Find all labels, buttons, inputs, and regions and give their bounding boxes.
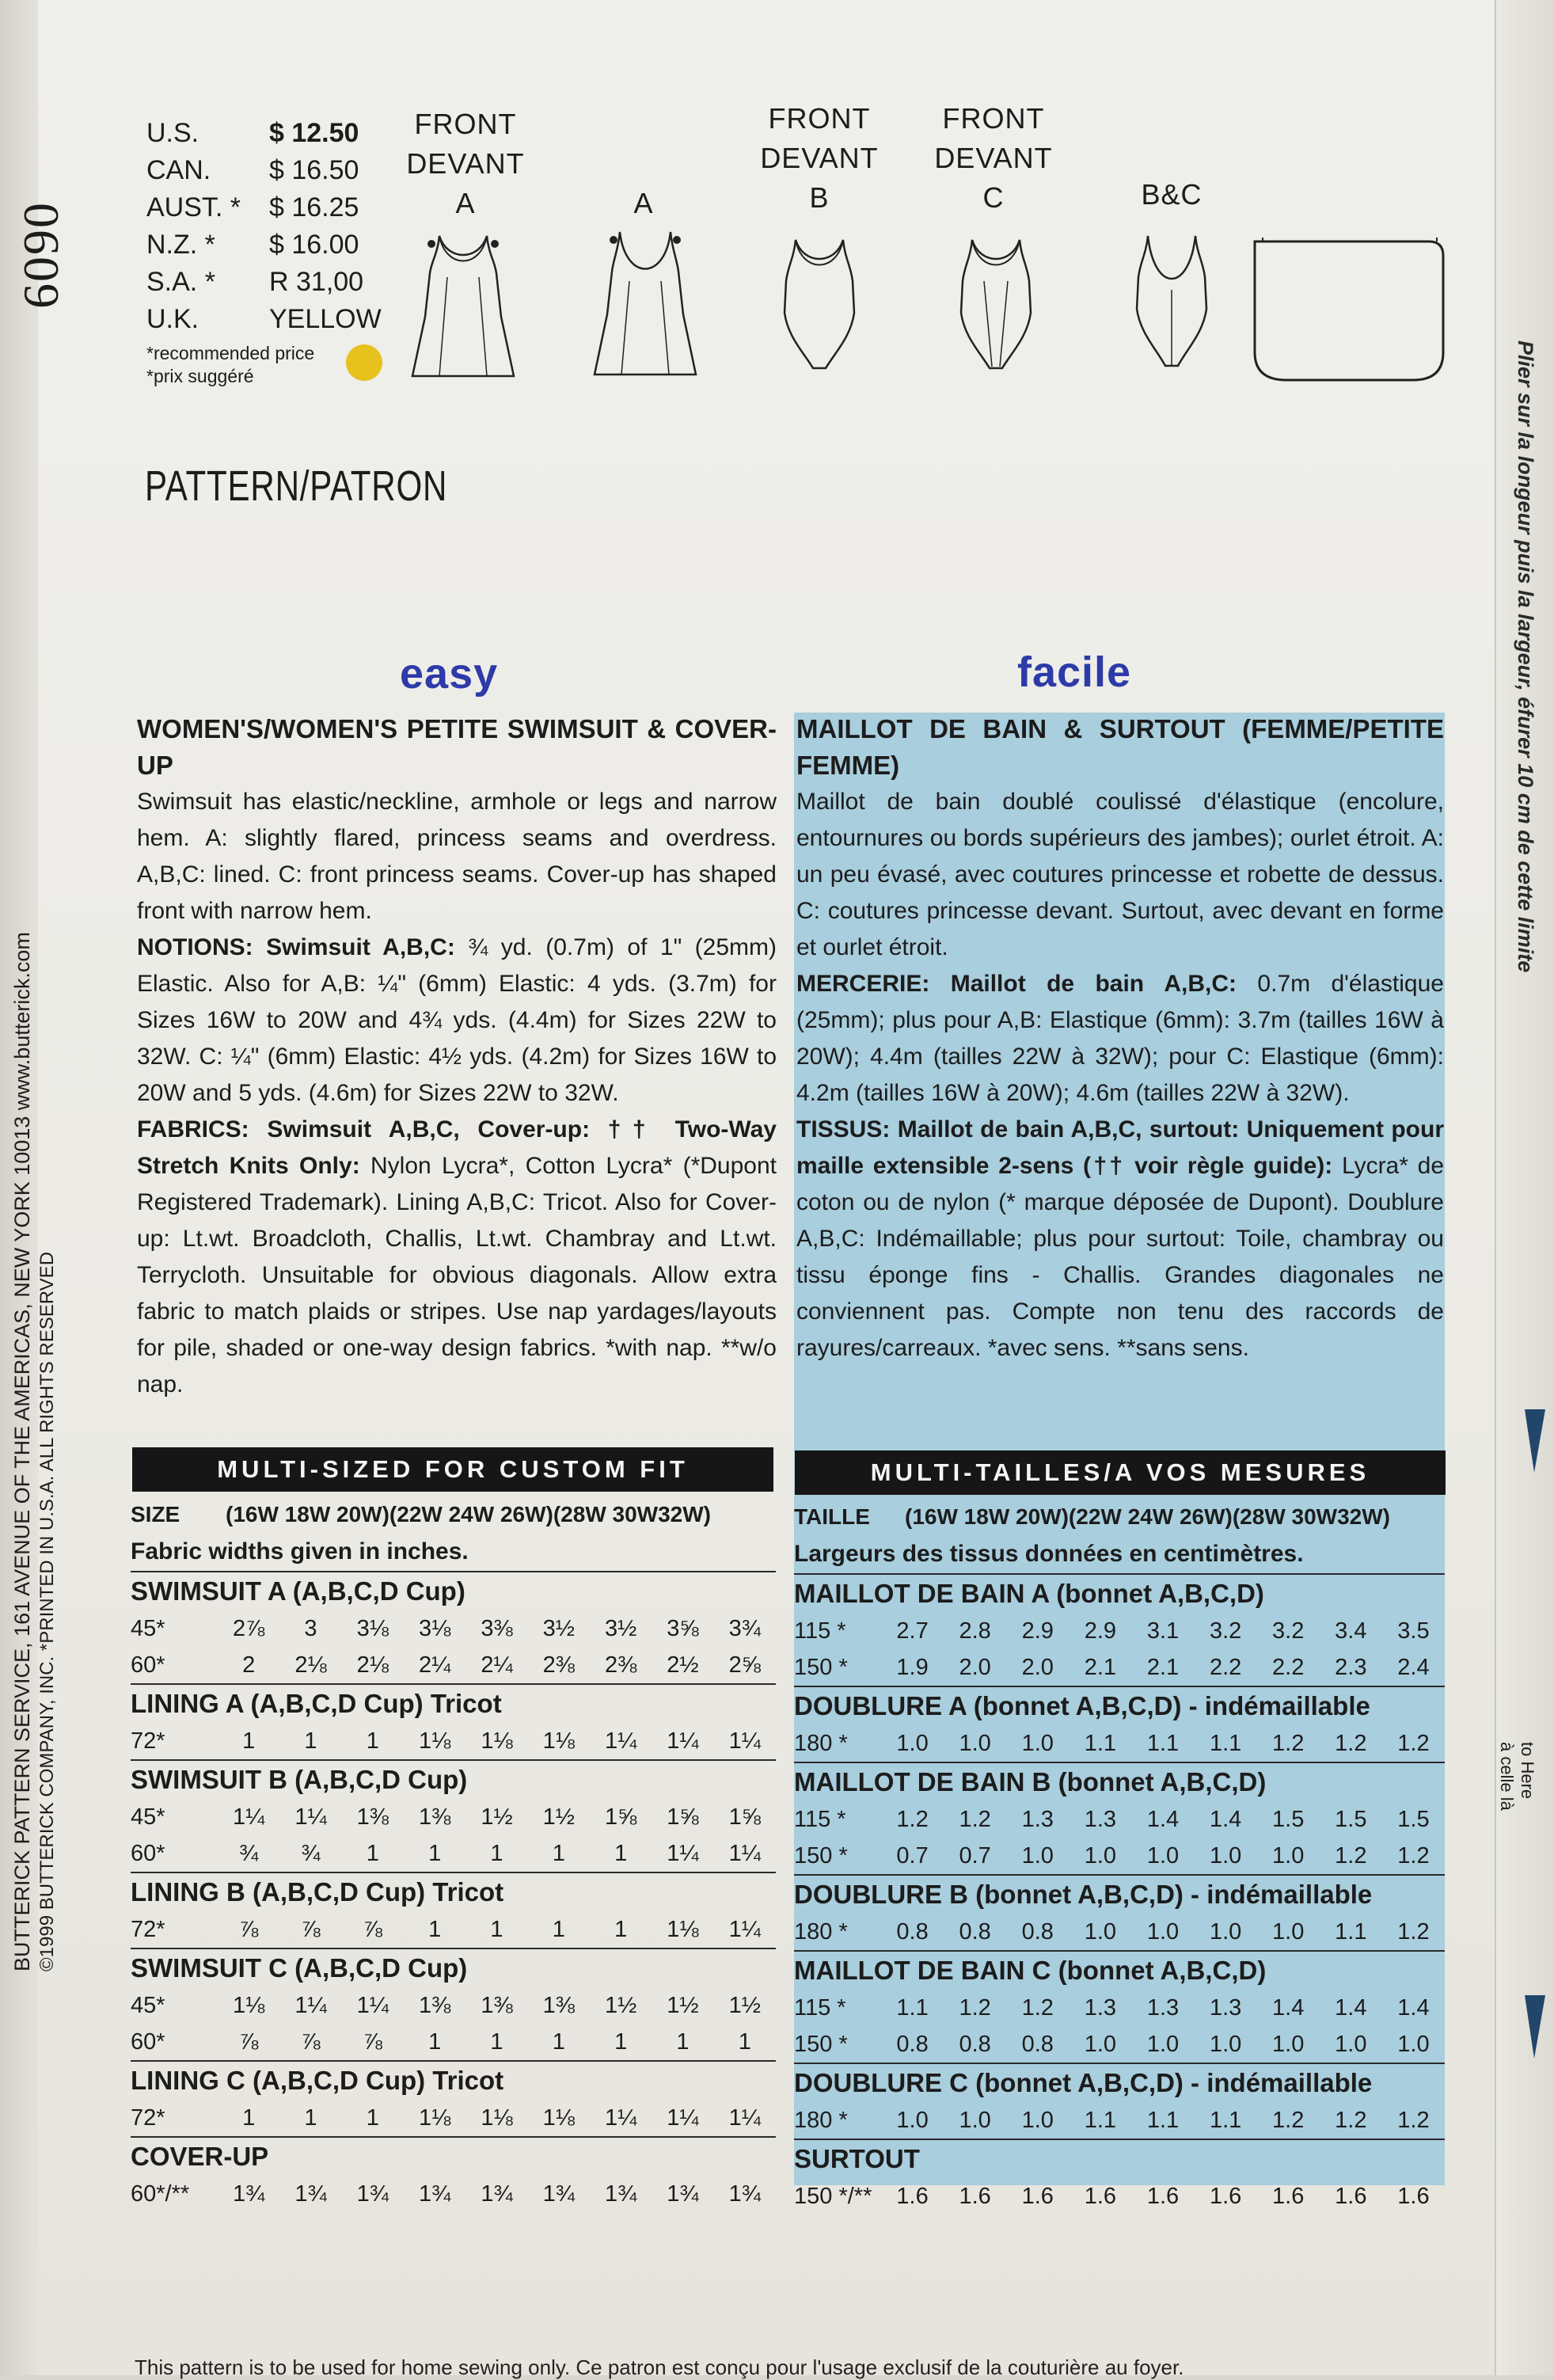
arrow-marker-icon xyxy=(1518,1409,1550,1481)
yardage-value: 3 xyxy=(304,1615,317,1641)
yardage-value: 1.4 xyxy=(1209,1806,1242,1832)
yardage-value: 1 xyxy=(490,1916,503,1942)
yardage-value: 1.6 xyxy=(1272,2183,1305,2209)
swimsuit-bc-back-drawing xyxy=(1116,230,1227,372)
yardage-value: 1.6 xyxy=(896,2183,929,2209)
yardage-value: 1.2 xyxy=(1272,2107,1305,2133)
yardage-value: 1¾ xyxy=(667,2180,699,2207)
yardage-value: 1⅜ xyxy=(542,1992,575,2018)
yardage-value: 1.6 xyxy=(1084,2183,1117,2209)
price-row xyxy=(146,152,420,189)
yardage-value: 1.2 xyxy=(896,1806,929,1832)
yardage-value: 1.0 xyxy=(1084,1842,1117,1869)
fabric-width: 72* xyxy=(131,1916,165,1942)
yardage-value: 2.2 xyxy=(1272,1654,1305,1680)
english-title: WOMEN'S/WOMEN'S PETITE SWIMSUIT & COVER-UP xyxy=(137,714,777,780)
yardage-value: 1¼ xyxy=(294,1804,327,1830)
yardage-value: 1⅛ xyxy=(418,2104,451,2131)
yardage-value: 0.8 xyxy=(1021,1918,1054,1945)
heading-facile: facile xyxy=(1017,648,1132,696)
yardage-value: ¾ xyxy=(239,1840,259,1866)
price-country: N.Z. * xyxy=(146,230,215,260)
yardage-value: 1¾ xyxy=(418,2180,451,2207)
yardage-value: 3½ xyxy=(542,1615,575,1641)
price-row xyxy=(146,189,420,226)
yardage-section-title: MAILLOT DE BAIN C (bonnet A,B,C,D) xyxy=(794,1950,1445,1990)
yardage-value: 1¼ xyxy=(604,1728,637,1754)
yardage-value: 1⅛ xyxy=(418,1728,451,1754)
yardage-value: 1.0 xyxy=(1146,1842,1180,1869)
yardage-value: 3.2 xyxy=(1209,1618,1242,1644)
price-country: CAN. xyxy=(146,155,211,185)
yardage-value: 0.7 xyxy=(896,1842,929,1869)
yardage-value: 1.2 xyxy=(1021,1994,1054,2021)
yardage-value: 2.8 xyxy=(959,1618,991,1644)
fabric-width: 150 * xyxy=(794,1654,848,1680)
yardage-section-title: DOUBLURE A (bonnet A,B,C,D) - indémaillable xyxy=(794,1686,1445,1725)
price-value: $ 16.00 xyxy=(269,230,359,260)
yardage-value: 2¼ xyxy=(481,1652,513,1678)
yardage-value: 2.1 xyxy=(1146,1654,1180,1680)
yardage-section-title: SURTOUT xyxy=(794,2139,1445,2178)
yardage-value: 1.6 xyxy=(959,2183,991,2209)
yardage-value: 1.2 xyxy=(1272,1730,1305,1756)
heading-easy: easy xyxy=(400,650,499,698)
fabric-width: 60* xyxy=(131,1652,165,1678)
yardage-value: ¾ xyxy=(301,1840,321,1866)
yardage-value: 1 xyxy=(490,2028,503,2055)
yardage-value: 1.0 xyxy=(1272,1918,1305,1945)
yardage-value: 1 xyxy=(428,2028,442,2055)
yardage-value: 1.5 xyxy=(1397,1806,1430,1832)
yardage-value: 2.2 xyxy=(1209,1654,1242,1680)
yardage-row xyxy=(794,1801,1445,1838)
fabric-width: 115 * xyxy=(794,1994,846,2021)
yardage-value: 1.2 xyxy=(1335,2107,1367,2133)
price-value: $ 16.25 xyxy=(269,192,359,222)
yardage-section-title: DOUBLURE B (bonnet A,B,C,D) - indémaillable xyxy=(794,1874,1445,1914)
yardage-row xyxy=(794,1649,1445,1686)
yardage-value: 2.0 xyxy=(959,1654,991,1680)
yardage-value: 2⅞ xyxy=(233,1615,265,1641)
price-country: S.A. * xyxy=(146,267,215,297)
yardage-value: 1.9 xyxy=(896,1654,929,1680)
yardage-value: 2⅝ xyxy=(728,1652,761,1678)
english-fabrics: FABRICS: Swimsuit A,B,C, Cover-up: †† Two-Way Stretch Knits Only: Nylon Lycra*, Cotton Lycra* (*Dupont Registered Trademark). Lining A,B,C: Tricot. Also for Cover-up: Lt.wt. Broadcloth, Challis, Lt.wt. Chambray and Lt.wt. Terrycloth. Unsuitable for obvious diagonals. Allow extra fabric to match plaids or stripes. Use nap yardages/layouts for pile, shaded or one-way design fabrics. *with nap. **w/o nap. xyxy=(137,1116,777,1397)
french-yardage-table xyxy=(794,1499,1445,2215)
price-country: U.S. xyxy=(146,118,199,148)
yardage-value: 1¾ xyxy=(542,2180,575,2207)
yardage-value: 1 xyxy=(366,2104,379,2131)
yardage-value: 1¾ xyxy=(233,2180,265,2207)
yardage-value: 1⅛ xyxy=(542,1728,575,1754)
french-fabrics: TISSUS: Maillot de bain A,B,C, surtout: Uniquement pour maille extensible 2-sens (†† voir règle guide): Lycra* de coton ou de nylon (* marque déposée de Dupont). Doublure A,B,C: Indémaillable; plus pour surtout: Toile, chambray ou tissu éponge fins - Challis. Grandes diagonales ne conviennent pas. Compte non tenu des raccords de rayures/carreaux. *avec sens. **sans sens. xyxy=(796,1116,1444,1361)
yardage-value: 3½ xyxy=(604,1615,637,1641)
yardage-value: 1.0 xyxy=(1397,2031,1430,2057)
fabric-width: 72* xyxy=(131,2104,165,2131)
yardage-value: 1¼ xyxy=(728,2104,761,2131)
yardage-value: ⅞ xyxy=(363,2028,382,2055)
yardage-value: 1⅜ xyxy=(356,1804,389,1830)
yardage-value: 0.8 xyxy=(896,1918,929,1945)
yardage-row xyxy=(794,1990,1445,2026)
french-yardage-bar: MULTI-TAILLES/A VOS MESURES xyxy=(795,1450,1446,1495)
yardage-value: 1¼ xyxy=(728,1728,761,1754)
fabric-width: 72* xyxy=(131,1728,165,1754)
yardage-value: 1.0 xyxy=(1021,2107,1054,2133)
fabric-width: 115 * xyxy=(794,1806,846,1832)
yardage-value: 1 xyxy=(614,1840,628,1866)
yardage-value: 1⅛ xyxy=(233,1992,265,2018)
yardage-value: 1.6 xyxy=(1021,2183,1054,2209)
yardage-value: 1¼ xyxy=(667,1840,699,1866)
pattern-label: PATTERN/PATRON xyxy=(145,462,448,510)
yardage-value: 1.2 xyxy=(1397,1730,1430,1756)
fabric-width: 60* xyxy=(131,1840,165,1866)
english-notions: NOTIONS: Swimsuit A,B,C: ¾ yd. (0.7m) of 1" (25mm) Elastic. Also for A,B: ¼" (6mm) Elastic: 4 yds. (3.7m) for Sizes 16W to 20W and 4¾ yds. (4.4m) for Sizes 22W to 32W. C: ¼" (6mm) Elastic: 4½ yds. (4.2m) for Sizes 16W to 20W and 5 yds. (4.6m) for Sizes 22W to 32W. xyxy=(137,934,777,1106)
swimsuit-b-front-drawing xyxy=(764,234,875,376)
yardage-value: 1½ xyxy=(728,1992,761,2018)
yardage-row xyxy=(131,1647,776,1683)
yardage-value: ⅞ xyxy=(239,1916,259,1942)
yardage-value: 1 xyxy=(552,2028,565,2055)
yardage-value: 1½ xyxy=(667,1992,699,2018)
yardage-row xyxy=(794,1725,1445,1762)
yardage-value: 1⅝ xyxy=(604,1804,637,1830)
arrow-marker-icon xyxy=(1518,1995,1550,2066)
yardage-value: 1¾ xyxy=(728,2180,761,2207)
yardage-value: 1¾ xyxy=(356,2180,389,2207)
yardage-row xyxy=(131,1835,776,1872)
fabric-width: 150 * xyxy=(794,1842,848,1869)
yardage-value: 1¼ xyxy=(728,1840,761,1866)
price-country: AUST. * xyxy=(146,192,241,222)
yardage-row xyxy=(794,1914,1445,1950)
yardage-value: 1.1 xyxy=(1146,2107,1180,2133)
yardage-row xyxy=(131,1610,776,1647)
yardage-value: 2⅛ xyxy=(356,1652,389,1678)
yardage-value: 1¼ xyxy=(604,2104,637,2131)
yardage-row xyxy=(794,2178,1445,2215)
yardage-value: 1⅛ xyxy=(667,1916,699,1942)
view-label-a-front: FRONT DEVANT A xyxy=(406,108,525,219)
yardage-value: 1.2 xyxy=(1335,1730,1367,1756)
pattern-number: 6090 xyxy=(13,201,69,309)
yardage-value: 0.8 xyxy=(959,1918,991,1945)
yardage-row xyxy=(131,2100,776,2136)
yardage-value: 3¾ xyxy=(728,1615,761,1641)
yardage-value: 1.4 xyxy=(1335,1994,1367,2021)
yardage-section-title: LINING A (A,B,C,D Cup) Tricot xyxy=(131,1683,776,1723)
yardage-value: 3⅜ xyxy=(481,1615,513,1641)
price-value: YELLOW xyxy=(269,304,382,334)
yardage-value: 1.0 xyxy=(1084,2031,1117,2057)
yardage-value: 3.5 xyxy=(1397,1618,1430,1644)
yardage-value: 2.9 xyxy=(1021,1618,1054,1644)
yardage-value: 1⅜ xyxy=(481,1992,513,2018)
yardage-value: 1.0 xyxy=(1021,1730,1054,1756)
yardage-value: 1¼ xyxy=(728,1916,761,1942)
yardage-value: 1.0 xyxy=(1021,1842,1054,1869)
yardage-value: 1.5 xyxy=(1272,1806,1305,1832)
yardage-value: 3.4 xyxy=(1335,1618,1367,1644)
view-label-a: A xyxy=(633,187,654,219)
fabric-width: 150 */** xyxy=(794,2183,872,2209)
view-label-bc: B&C xyxy=(1141,178,1203,211)
yardage-value: 1 xyxy=(366,1840,379,1866)
yardage-value: 1¼ xyxy=(667,1728,699,1754)
size-header-row: TAILLE (16W 18W 20W)(22W 24W 26W)(28W 30W32W) xyxy=(794,1504,1390,1529)
envelope-right-flap xyxy=(1495,0,1554,2375)
yardage-row xyxy=(131,1911,776,1948)
yardage-row xyxy=(794,2102,1445,2139)
yardage-value: 1 xyxy=(552,1840,565,1866)
yardage-value: 1.3 xyxy=(1084,1994,1117,2021)
yardage-value: 1 xyxy=(304,2104,317,2131)
yardage-section-title: SWIMSUIT C (A,B,C,D Cup) xyxy=(131,1948,776,1987)
yardage-value: 1.0 xyxy=(1272,1842,1305,1869)
yardage-section-title: SWIMSUIT B (A,B,C,D Cup) xyxy=(131,1759,776,1799)
price-table xyxy=(146,115,420,338)
pocket-drawing xyxy=(1247,234,1453,392)
footer-note: This pattern is to be used for home sewing only. Ce patron est conçu pour l'usage exclusif de la couturière au foyer. xyxy=(135,2355,1184,2379)
yardage-value: 1¼ xyxy=(294,1992,327,2018)
swimsuit-c-front-drawing xyxy=(940,234,1051,376)
yardage-value: 3.2 xyxy=(1272,1618,1305,1644)
yardage-value: 0.8 xyxy=(959,2031,991,2057)
fabric-width: 180 * xyxy=(794,2107,848,2133)
yardage-section-title: LINING C (A,B,C,D Cup) Tricot xyxy=(131,2060,776,2100)
yardage-value: 1.2 xyxy=(1397,1842,1430,1869)
yardage-section-title: COVER-UP xyxy=(131,2136,776,2176)
yardage-value: 1.1 xyxy=(896,1994,929,2021)
yardage-value: 2.4 xyxy=(1397,1654,1430,1680)
yardage-value: 2 xyxy=(242,1652,256,1678)
yardage-value: 2½ xyxy=(667,1652,699,1678)
yardage-value: 1.3 xyxy=(1146,1994,1180,2021)
yardage-value: 1 xyxy=(614,2028,628,2055)
yardage-row xyxy=(794,1838,1445,1874)
yardage-value: 1⅜ xyxy=(418,1804,451,1830)
yardage-value: 1⅛ xyxy=(481,1728,513,1754)
yardage-value: 1 xyxy=(242,2104,256,2131)
yardage-row xyxy=(131,1987,776,2024)
price-row xyxy=(146,115,420,152)
yardage-value: 1.2 xyxy=(1397,2107,1430,2133)
english-desc: Swimsuit has elastic/neckline, armhole or legs and narrow hem. A: slightly flared, princess seams and overdress. A,B,C: lined. C: front princess seams. Cover-up has shaped front with narrow hem. xyxy=(137,789,777,924)
yardage-value: 0.8 xyxy=(1021,2031,1054,2057)
yardage-value: 2.7 xyxy=(896,1618,929,1644)
fabric-width: 60* xyxy=(131,2028,165,2055)
fabric-width: 45* xyxy=(131,1804,165,1830)
yardage-value: ⅞ xyxy=(363,1916,382,1942)
yardage-value: 1.0 xyxy=(1272,2031,1305,2057)
yardage-value: ⅞ xyxy=(301,2028,321,2055)
yardage-row xyxy=(794,2026,1445,2063)
yardage-value: 1.4 xyxy=(1272,1994,1305,2021)
french-title: MAILLOT DE BAIN & SURTOUT (FEMME/PETITE FEMME) xyxy=(796,714,1444,780)
widths-note: Largeurs des tissus données en centimètres. xyxy=(794,1541,1304,1567)
yardage-value: 1 xyxy=(366,1728,379,1754)
yardage-value: 1⅜ xyxy=(418,1992,451,2018)
yardage-section-title: LINING B (A,B,C,D Cup) Tricot xyxy=(131,1872,776,1911)
yardage-value: 1¼ xyxy=(233,1804,265,1830)
yardage-value: 1 xyxy=(428,1916,442,1942)
yardage-value: 1¾ xyxy=(481,2180,513,2207)
yardage-value: 1.0 xyxy=(1335,2031,1367,2057)
yardage-value: 1.0 xyxy=(1084,1918,1117,1945)
yardage-value: 3.1 xyxy=(1146,1618,1180,1644)
french-notions: MERCERIE: Maillot de bain A,B,C: 0.7m d'élastique (25mm); plus pour A,B: Elastique (6mm): 3.7m (tailles 16W à 20W); 4.4m (tailles 22W à 32W); pour C: Elastique (6mm): 4.2m (tailles 16W à 20W); 4.6m (tailles 22W à 32W). xyxy=(796,971,1444,1106)
yardage-value: 1.0 xyxy=(1209,1842,1242,1869)
yardage-value: 1.1 xyxy=(1209,2107,1242,2133)
yardage-value: 1.2 xyxy=(959,1994,991,2021)
yardage-value: 3⅛ xyxy=(418,1615,451,1641)
yardage-value: 1 xyxy=(676,2028,690,2055)
yardage-value: 1 xyxy=(428,1840,442,1866)
french-desc: Maillot de bain doublé coulissé d'élastique (encolure, entournures ou bords supérieurs des jambes); ourlet étroit. A: un peu évasé, avec coutures princesse et robette de dessus. C: coutures princesse devant. Surtout, avec devant en forme et ourlet étroit. xyxy=(796,789,1444,960)
publisher-address: BUTTERICK PATTERN SERVICE, 161 AVENUE OF THE AMERICAS, NEW YORK 10013 www.butterick.com xyxy=(10,932,34,1971)
size-header-row: SIZE (16W 18W 20W)(22W 24W 26W)(28W 30W32W) xyxy=(131,1502,711,1526)
view-label-c-front: FRONT DEVANT C xyxy=(934,102,1053,214)
english-description xyxy=(137,711,777,1403)
yardage-value: 1⅝ xyxy=(728,1804,761,1830)
yardage-value: 1 xyxy=(490,1840,503,1866)
yardage-value: 1.3 xyxy=(1021,1806,1054,1832)
yardage-value: 1.6 xyxy=(1146,2183,1180,2209)
yardage-row xyxy=(131,2024,776,2060)
yardage-value: 1¼ xyxy=(667,2104,699,2131)
yardage-value: 2.1 xyxy=(1084,1654,1117,1680)
yardage-value: 1 xyxy=(738,2028,751,2055)
yardage-value: 1 xyxy=(304,1728,317,1754)
price-row xyxy=(146,301,420,338)
price-value: $ 16.50 xyxy=(269,155,359,185)
yardage-section-title: DOUBLURE C (bonnet A,B,C,D) - indémaillable xyxy=(794,2063,1445,2102)
yardage-value: 2.3 xyxy=(1335,1654,1367,1680)
fabric-width: 180 * xyxy=(794,1918,848,1945)
yardage-section-title: MAILLOT DE BAIN A (bonnet A,B,C,D) xyxy=(794,1573,1445,1613)
price-note: *recommended price *prix suggéré xyxy=(146,343,315,386)
yardage-value: 1.0 xyxy=(1146,2031,1180,2057)
yardage-value: 1.1 xyxy=(1209,1730,1242,1756)
copyright-line: ©1999 BUTTERICK COMPANY, INC. *PRINTED IN U.S.A. ALL RIGHTS RESERVED xyxy=(36,1251,58,1971)
fabric-width: 60*/** xyxy=(131,2180,190,2207)
widths-note: Fabric widths given in inches. xyxy=(131,1538,469,1564)
yardage-section-title: MAILLOT DE BAIN B (bonnet A,B,C,D) xyxy=(794,1762,1445,1801)
fabric-width: 45* xyxy=(131,1992,165,2018)
yardage-value: 3⅝ xyxy=(667,1615,699,1641)
yardage-value: 1.5 xyxy=(1335,1806,1367,1832)
yardage-value: 1½ xyxy=(481,1804,513,1830)
yardage-value: 1.2 xyxy=(959,1806,991,1832)
fold-instruction: Plier sur la longeur puis la largeur, éfurer 10 cm de cette limite xyxy=(1514,340,1537,973)
yardage-value: 1.0 xyxy=(1209,1918,1242,1945)
view-label-b-front: FRONT DEVANT B xyxy=(760,102,879,214)
yardage-value: 2¼ xyxy=(418,1652,451,1678)
yardage-row xyxy=(131,1723,776,1759)
yardage-value: 1⅝ xyxy=(667,1804,699,1830)
yardage-value: 1¾ xyxy=(604,2180,637,2207)
yardage-value: 1.6 xyxy=(1397,2183,1430,2209)
yardage-value: 0.7 xyxy=(959,1842,991,1869)
yardage-value: 1.2 xyxy=(1397,1918,1430,1945)
yardage-value: 1.1 xyxy=(1084,1730,1117,1756)
yardage-value: 1.6 xyxy=(1335,2183,1367,2209)
yardage-value: ⅞ xyxy=(239,2028,259,2055)
yardage-value: 1.1 xyxy=(1146,1730,1180,1756)
yardage-value: 3⅛ xyxy=(356,1615,389,1641)
swimsuit-a-back-drawing xyxy=(590,226,701,384)
yardage-value: 1.0 xyxy=(1146,1918,1180,1945)
yardage-value: 1.1 xyxy=(1335,1918,1367,1945)
english-yardage-table xyxy=(131,1496,776,2212)
price-row xyxy=(146,226,420,264)
yardage-value: 1.4 xyxy=(1397,1994,1430,2021)
price-row xyxy=(146,264,420,301)
yardage-value: 1¾ xyxy=(294,2180,327,2207)
yellow-dot-icon xyxy=(346,344,382,381)
yardage-value: 1.0 xyxy=(1209,2031,1242,2057)
yardage-value: 1½ xyxy=(604,1992,637,2018)
yardage-value: 2⅛ xyxy=(294,1652,327,1678)
yardage-value: 0.8 xyxy=(896,2031,929,2057)
yardage-value: 2.0 xyxy=(1021,1654,1054,1680)
yardage-value: 2.9 xyxy=(1084,1618,1117,1644)
yardage-section-title: SWIMSUIT A (A,B,C,D Cup) xyxy=(131,1571,776,1610)
yardage-value: 1.0 xyxy=(959,2107,991,2133)
english-yardage-bar: MULTI-SIZED FOR CUSTOM FIT xyxy=(132,1447,773,1492)
yardage-value: 1⅛ xyxy=(481,2104,513,2131)
yardage-row xyxy=(131,2176,776,2212)
yardage-value: 1.3 xyxy=(1084,1806,1117,1832)
yardage-value: 1⅛ xyxy=(542,2104,575,2131)
yardage-value: 1 xyxy=(242,1728,256,1754)
to-here-label: to Here à celle là xyxy=(1497,1742,1537,1811)
yardage-value: 1.2 xyxy=(1335,1842,1367,1869)
french-description xyxy=(796,711,1444,1367)
yardage-value: 1¼ xyxy=(356,1992,389,2018)
yardage-value: 1 xyxy=(552,1916,565,1942)
yardage-value: 2⅜ xyxy=(542,1652,575,1678)
yardage-value: 1.6 xyxy=(1209,2183,1242,2209)
yardage-value: 1.0 xyxy=(896,1730,929,1756)
yardage-value: 1.0 xyxy=(959,1730,991,1756)
publisher-info xyxy=(9,932,60,1971)
yardage-value: 1 xyxy=(614,1916,628,1942)
price-value: $ 12.50 xyxy=(269,118,359,148)
price-value: R 31,00 xyxy=(269,267,364,297)
yardage-value: 1.0 xyxy=(896,2107,929,2133)
fabric-width: 115 * xyxy=(794,1618,846,1644)
yardage-value: ⅞ xyxy=(301,1916,321,1942)
yardage-value: 1.3 xyxy=(1209,1994,1242,2021)
swimsuit-a-front-drawing xyxy=(408,230,519,388)
yardage-value: 1½ xyxy=(542,1804,575,1830)
fabric-width: 180 * xyxy=(794,1730,848,1756)
yardage-row xyxy=(794,1613,1445,1649)
yardage-row xyxy=(131,1799,776,1835)
yardage-value: 2⅜ xyxy=(604,1652,637,1678)
fabric-width: 45* xyxy=(131,1615,165,1641)
fabric-width: 150 * xyxy=(794,2031,848,2057)
yardage-value: 1.1 xyxy=(1084,2107,1117,2133)
yardage-value: 1.4 xyxy=(1146,1806,1180,1832)
price-country: U.K. xyxy=(146,304,199,334)
